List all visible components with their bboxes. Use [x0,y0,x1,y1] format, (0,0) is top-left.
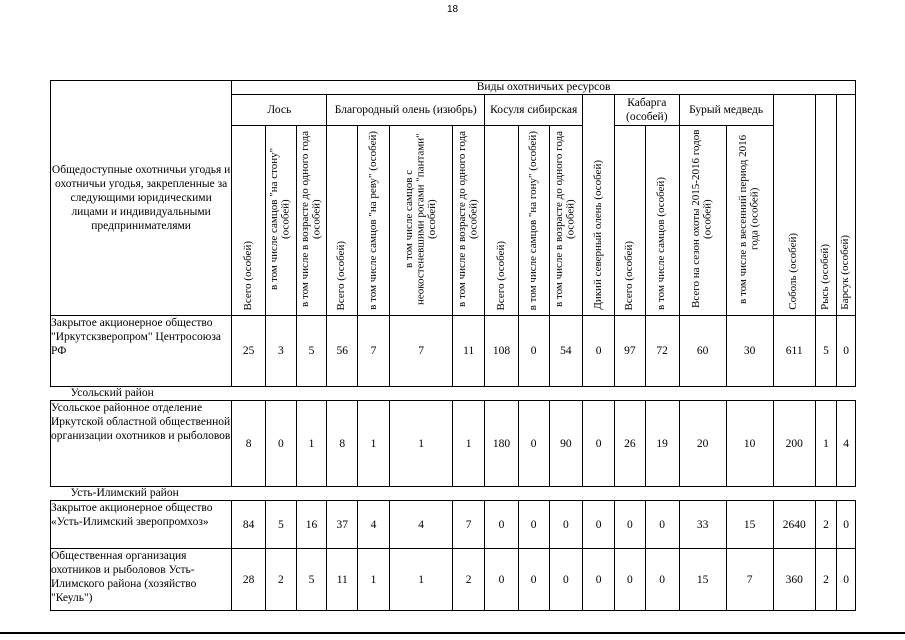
column-header: Соболь (особей) [773,95,815,316]
cell-value: 0 [837,501,856,549]
organization-name: Закрытое акционерное общество «Усть-Илимский зверопромхоз» [51,501,232,549]
cell-value: 1 [358,549,390,611]
cell-value: 5 [296,316,327,387]
cell-value: 1 [453,401,485,487]
cell-value: 90 [549,401,583,487]
cell-value: 11 [327,549,358,611]
group-header: Бурый медведь [679,95,773,126]
cell-value: 7 [389,316,452,387]
cell-value: 2 [266,549,297,611]
cell-value: 0 [583,401,615,487]
cell-value: 1 [389,549,452,611]
cell-value: 5 [296,549,327,611]
cell-value: 8 [232,401,266,487]
cell-value: 33 [679,501,726,549]
district-heading: Усть-Илимский район [51,487,856,501]
group-header: Косуля сибирская [485,95,583,126]
column-header: в том числе самцов "на стону" (особей) [266,126,297,316]
cell-value: 3 [266,316,297,387]
cell-value: 30 [726,316,773,387]
group-header: Кабарга (особей) [615,95,679,126]
cell-value: 4 [358,501,390,549]
cell-value: 16 [296,501,327,549]
column-header: в том числе в возрасте до одного года (особей) [549,126,583,316]
cell-value: 0 [645,549,679,611]
cell-value: 7 [726,549,773,611]
organization-name: Закрытое акционерное общество "Иркутскзверопром" Центросоюза РФ [51,316,232,387]
cell-value: 108 [485,316,519,387]
district-heading: Усольский район [51,387,856,401]
cell-value: 84 [232,501,266,549]
cell-value: 54 [549,316,583,387]
cell-value: 60 [679,316,726,387]
cell-value: 72 [645,316,679,387]
cell-value: 611 [773,316,815,387]
cell-value: 0 [615,549,646,611]
cell-value: 1 [358,401,390,487]
cell-value: 0 [549,501,583,549]
cell-value: 0 [549,549,583,611]
cell-value: 0 [645,501,679,549]
column-header: Всего (особей) [615,126,646,316]
cell-value: 7 [453,501,485,549]
cell-value: 4 [389,501,452,549]
group-header: Лось [232,95,327,126]
cell-value: 19 [645,401,679,487]
cell-value: 2 [815,501,837,549]
cell-value: 97 [615,316,646,387]
column-header: Рысь (особей) [815,95,837,316]
cell-value: 1 [296,401,327,487]
column-header: в том числе самцов "на гону" (особей) [518,126,549,316]
cell-value: 0 [837,316,856,387]
cell-value: 0 [518,316,549,387]
group-header: Благородный олень (изюбрь) [327,95,485,126]
cell-value: 200 [773,401,815,487]
cell-value: 0 [518,401,549,487]
cell-value: 4 [837,401,856,487]
cell-value: 1 [815,401,837,487]
cell-value: 25 [232,316,266,387]
cell-value: 2 [453,549,485,611]
page-number: 18 [446,4,459,15]
column-header: в том числе самцов (особей) [645,126,679,316]
cell-value: 2640 [773,501,815,549]
column-header: в том числе самцов с неокостеневшими рогами "пантами" (особей) [389,126,452,316]
cell-value: 1 [389,401,452,487]
cell-value: 0 [518,501,549,549]
cell-value: 37 [327,501,358,549]
cell-value: 28 [232,549,266,611]
cell-value: 20 [679,401,726,487]
cell-value: 2 [815,549,837,611]
table-row [51,316,856,387]
cell-value: 0 [837,549,856,611]
cell-value: 0 [266,401,297,487]
district-row [51,387,856,401]
column-header: Всего (особей) [327,126,358,316]
cell-value: 0 [518,549,549,611]
column-header: в том числе в возрасте до одного года (особей) [296,126,327,316]
cell-value: 8 [327,401,358,487]
cell-value: 360 [773,549,815,611]
cell-value: 26 [615,401,646,487]
cell-value: 5 [266,501,297,549]
cell-value: 0 [583,316,615,387]
column-header: Всего (особей) [485,126,519,316]
column-header: Барсук (особей) [837,95,856,316]
cell-value: 5 [815,316,837,387]
cell-value: 0 [485,549,519,611]
column-header: в том числе в возрасте до одного года (особей) [453,126,485,316]
column-header: в том числе в весенний период 2016 года (особей) [726,126,773,316]
cell-value: 15 [679,549,726,611]
cell-value: 15 [726,501,773,549]
top-header: Виды охотничьих ресурсов [232,81,856,95]
cell-value: 0 [615,501,646,549]
cell-value: 7 [358,316,390,387]
cell-value: 0 [583,549,615,611]
column-header: Всего на сезон охоты 2015-2016 годов (особей) [679,126,726,316]
organization-name: Общественная организация охотников и рыболовов Усть-Илимского района (хозяйство "Кеуль") [51,549,232,611]
table-row [51,401,856,487]
corner-header: Общедоступные охотничьи угодья и охотничьи угодья, закрепленные за следующими юридическими лицами и индивидуальными предпринимателями [51,81,232,316]
column-header: Всего (особей) [232,126,266,316]
column-header: Дикий северный олень (особей) [583,95,615,316]
table-row [51,501,856,549]
column-header: в том числе самцов "на реву" (особей) [358,126,390,316]
cell-value: 11 [453,316,485,387]
district-row [51,487,856,501]
cell-value: 56 [327,316,358,387]
table-row [51,549,856,611]
hunting-resources-table [50,80,856,611]
cell-value: 0 [583,501,615,549]
cell-value: 10 [726,401,773,487]
cell-value: 180 [485,401,519,487]
page-bottom-rule [0,632,905,634]
organization-name: Усольское районное отделение Иркутской областной общественной организации охотников и рыболовов [51,401,232,487]
cell-value: 0 [485,501,519,549]
